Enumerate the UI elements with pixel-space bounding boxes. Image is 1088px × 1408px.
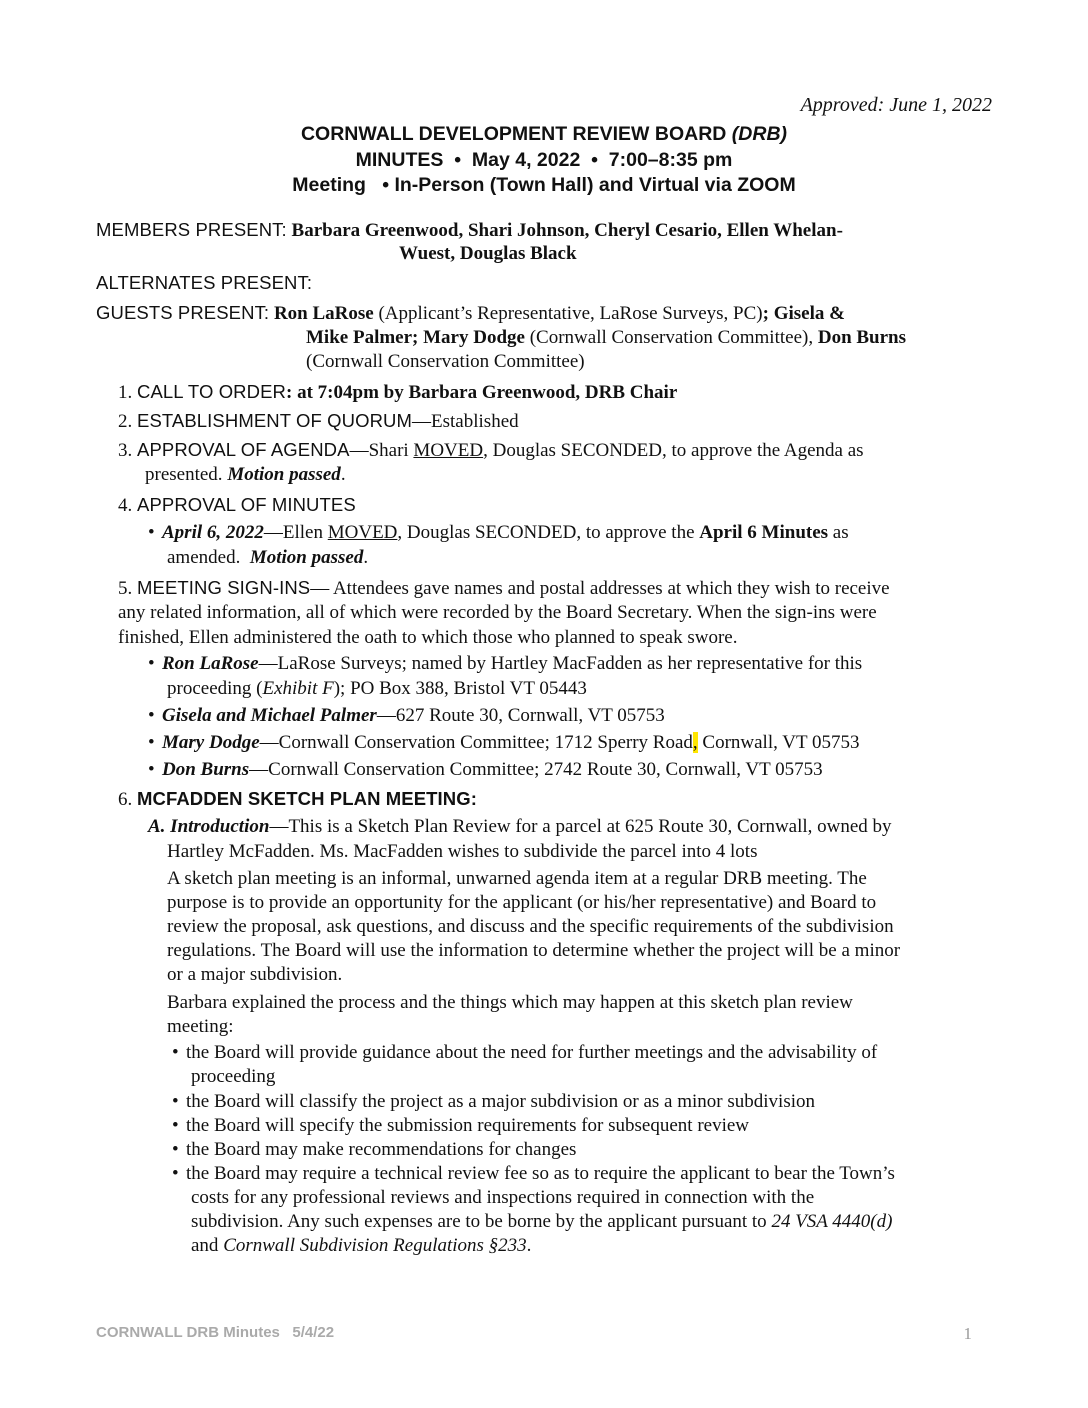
signin-name: Mary Dodge — [162, 732, 260, 753]
approval-note: Approved: June 1, 2022 — [800, 94, 992, 116]
signin-ron — [148, 651, 862, 676]
process-bullet-1-cont: proceeding — [191, 1066, 276, 1087]
signin-name: Don Burns — [162, 759, 250, 780]
bullet-icon: • — [148, 522, 155, 543]
minutes-date: April 6, 2022 — [162, 522, 264, 543]
process-bullet-2 — [172, 1089, 815, 1114]
bullet-text: the Board will specify the submission requirements for subsequent review — [186, 1115, 750, 1136]
bullet-end: . — [526, 1235, 532, 1256]
item-end: . — [363, 547, 369, 568]
bullet-icon: • — [148, 705, 155, 726]
minutes-approval-row — [148, 520, 849, 545]
bullet-text: the Board may make recommendations for changes — [186, 1139, 577, 1160]
process-bullet-5-line3 — [191, 1209, 892, 1234]
bullet-icon: • — [172, 1091, 179, 1112]
item-number: 2. — [118, 411, 133, 432]
guests-present — [96, 300, 845, 326]
signin-text-2a: proceeding ( — [167, 678, 263, 699]
title-abbr: (DRB) — [731, 123, 788, 145]
guest1-note: (Applicant’s Representative, LaRose Surveys, PC) — [378, 303, 763, 324]
item-colon: : — [470, 788, 478, 809]
item-label: APPROVAL OF MINUTES — [137, 494, 356, 515]
item-call-to-order — [118, 379, 677, 405]
footer-title: CORNWALL DRB Minutes 5/4/22 — [96, 1324, 335, 1341]
item-approval-minutes — [118, 492, 356, 518]
item-label: MEETING SIGN-INS — [137, 577, 311, 598]
members-line2-row — [399, 241, 577, 266]
bullet-text: the Board will provide guidance about the need for further meetings and the advisability of — [186, 1042, 878, 1063]
moved-text: MOVED — [413, 440, 484, 461]
statute-ref: 24 VSA 4440(d) — [771, 1211, 893, 1232]
item-end: . — [340, 464, 346, 485]
signin-text-2b: ); PO Box 388, Bristol VT 05443 — [333, 678, 587, 699]
signin-burns — [148, 757, 823, 782]
guest2-note: (Cornwall Conservation Committee), — [529, 327, 814, 348]
item-number: 5. — [118, 578, 133, 599]
guest2-a-sep: ; — [762, 303, 769, 324]
para1-line3: review the proposal, ask questions, and discuss and the specific requirements of the subdivision — [167, 916, 894, 937]
page-number: 1 — [963, 1324, 972, 1343]
sign-ins-line2: any related information, all of which were recorded by the Board Secretary. When the sign-ins were — [118, 602, 877, 623]
sign-ins-line3: finished, Ellen administered the oath to which those who planned to speak swore. — [118, 627, 738, 648]
para1-line4: regulations. The Board will use the information to determine whether the project will be a minor — [167, 940, 901, 961]
bullet-icon: • — [148, 653, 155, 674]
item-text-d: amended. — [167, 547, 250, 568]
exhibit-ref: Exhibit F — [262, 678, 334, 699]
bullet-icon: • — [172, 1139, 179, 1160]
signin-name: Ron LaRose — [162, 653, 259, 674]
para1-line1: A sketch plan meeting is an informal, unwarned agenda item at a regular DRB meeting. The — [167, 868, 867, 889]
intro-line2: Hartley McFadden. Ms. MacFadden wishes to subdivide the parcel into 4 lots — [167, 841, 758, 862]
item-label: CALL TO ORDER — [137, 381, 287, 402]
minutes-dateline: MINUTES • May 4, 2022 • 7:00–8:35 pm — [355, 149, 733, 171]
signin-ron-cont — [167, 676, 587, 701]
signin-dodge — [148, 730, 860, 755]
item-text: —Ellen — [263, 522, 328, 543]
members-line1: Barbara Greenwood, Shari Johnson, Cheryl Cesario, Ellen Whelan- — [291, 220, 843, 241]
highlighted-comma: , — [692, 732, 698, 753]
regulations-ref: Cornwall Subdivision Regulations §233 — [223, 1235, 527, 1256]
item-label: MCFADDEN SKETCH PLAN MEETING — [137, 788, 471, 809]
item-text-b: , Douglas SECONDED, to approve the — [397, 522, 700, 543]
moved-text: MOVED — [327, 522, 398, 543]
guests-line3 — [306, 349, 585, 374]
item-quorum — [118, 408, 519, 434]
item-number: 1. — [118, 382, 133, 403]
process-bullet-5-line4 — [191, 1233, 531, 1258]
item-text: —Shari — [349, 440, 414, 461]
guest3-name: Don Burns — [817, 327, 907, 348]
process-bullet-1 — [172, 1040, 877, 1065]
item-sign-ins — [118, 575, 890, 601]
intro-label: A. Introduction — [148, 816, 270, 837]
item-sketch-plan — [118, 786, 477, 812]
motion-passed: Motion passed — [249, 547, 364, 568]
members-label: MEMBERS PRESENT — [96, 219, 282, 240]
bullet-icon: • — [148, 732, 155, 753]
members-line2: Wuest, Douglas Black — [399, 243, 577, 264]
process-bullet-3 — [172, 1113, 749, 1138]
item-text: — Attendees gave names and postal addresses at which they wish to receive — [310, 578, 890, 599]
bullet-text: the Board may require a technical review fee so as to require the applicant to bear the Town’s — [186, 1163, 895, 1184]
title-main: CORNWALL DEVELOPMENT REVIEW BOARD — [300, 123, 727, 145]
guest1-name: Ron LaRose — [273, 303, 374, 324]
intro-text: —This is a Sketch Plan Review for a parcel at 625 Route 30, Cornwall, owned by — [269, 816, 892, 837]
members-present — [96, 217, 843, 243]
bullet-icon: • — [172, 1163, 179, 1184]
signin-palmer — [148, 703, 665, 728]
item-number: 4. — [118, 495, 133, 516]
members-colon: : — [281, 219, 287, 240]
process-bullet-4 — [172, 1137, 576, 1162]
para2-line2: meeting: — [167, 1016, 234, 1037]
signin-name: Gisela and Michael Palmer — [162, 705, 377, 726]
bullet-text: and — [191, 1235, 224, 1256]
motion-passed: Motion passed — [227, 464, 341, 485]
guest2-b: Mike Palmer; Mary Dodge — [306, 327, 525, 348]
bullet-icon: • — [172, 1042, 179, 1063]
para1-line5: or a major subdivision. — [167, 964, 343, 985]
item-label: APPROVAL OF AGENDA — [137, 439, 350, 460]
guests-label: GUESTS PRESENT: — [96, 302, 270, 323]
item-number: 6. — [118, 789, 133, 810]
minutes-ref: April 6 Minutes — [699, 522, 829, 543]
alternates-present — [96, 270, 312, 296]
guests-line2 — [306, 325, 906, 350]
item-number: 3. — [118, 440, 133, 461]
process-bullet-5-line2: costs for any professional reviews and inspections required in connection with the — [191, 1187, 815, 1208]
guest2-a: Gisela & — [773, 303, 845, 324]
item-approval-agenda-cont — [145, 462, 346, 487]
bullet-icon: • — [148, 759, 155, 780]
signin-text-b: Cornwall, VT 05753 — [697, 732, 860, 753]
item-text-c: as — [828, 522, 849, 543]
item-text-b: , Douglas SECONDED, to approve the Agenda as — [483, 440, 864, 461]
document-title — [0, 123, 1088, 146]
intro-row — [148, 814, 892, 839]
item-text-c: presented. — [145, 464, 228, 485]
signin-text: —Cornwall Conservation Committee; 2742 Route 30, Cornwall, VT 05753 — [249, 759, 823, 780]
guest3-note: (Cornwall Conservation Committee) — [306, 351, 585, 372]
para1-line2: purpose is to provide an opportunity for the applicant (or his/her representative) and Board to — [167, 892, 877, 913]
minutes-approval-cont — [167, 545, 368, 570]
signin-text: —627 Route 30, Cornwall, VT 05753 — [376, 705, 665, 726]
bullet-text: subdivision. Any such expenses are to be borne by the applicant pursuant to — [191, 1211, 772, 1232]
signin-text: —LaRose Surveys; named by Hartley MacFadden as her representative for this — [258, 653, 863, 674]
bullet-text: the Board will classify the project as a major subdivision or as a minor subdivision — [186, 1091, 816, 1112]
para2-line1: Barbara explained the process and the things which may happen at this sketch plan review — [167, 992, 853, 1013]
process-bullet-5 — [172, 1161, 895, 1186]
item-label: ESTABLISHMENT OF QUORUM — [137, 410, 413, 431]
item-text: : at 7:04pm by Barbara Greenwood, DRB Chair — [286, 382, 678, 403]
item-text: —Established — [412, 411, 519, 432]
meeting-format: Meeting • In-Person (Town Hall) and Virtual via ZOOM — [292, 174, 796, 196]
bullet-icon: • — [172, 1115, 179, 1136]
item-approval-agenda — [118, 437, 864, 463]
alternates-colon: : — [306, 272, 313, 293]
alternates-label: ALTERNATES PRESENT — [96, 272, 307, 293]
signin-text: —Cornwall Conservation Committee; 1712 Sperry Road — [259, 732, 693, 753]
